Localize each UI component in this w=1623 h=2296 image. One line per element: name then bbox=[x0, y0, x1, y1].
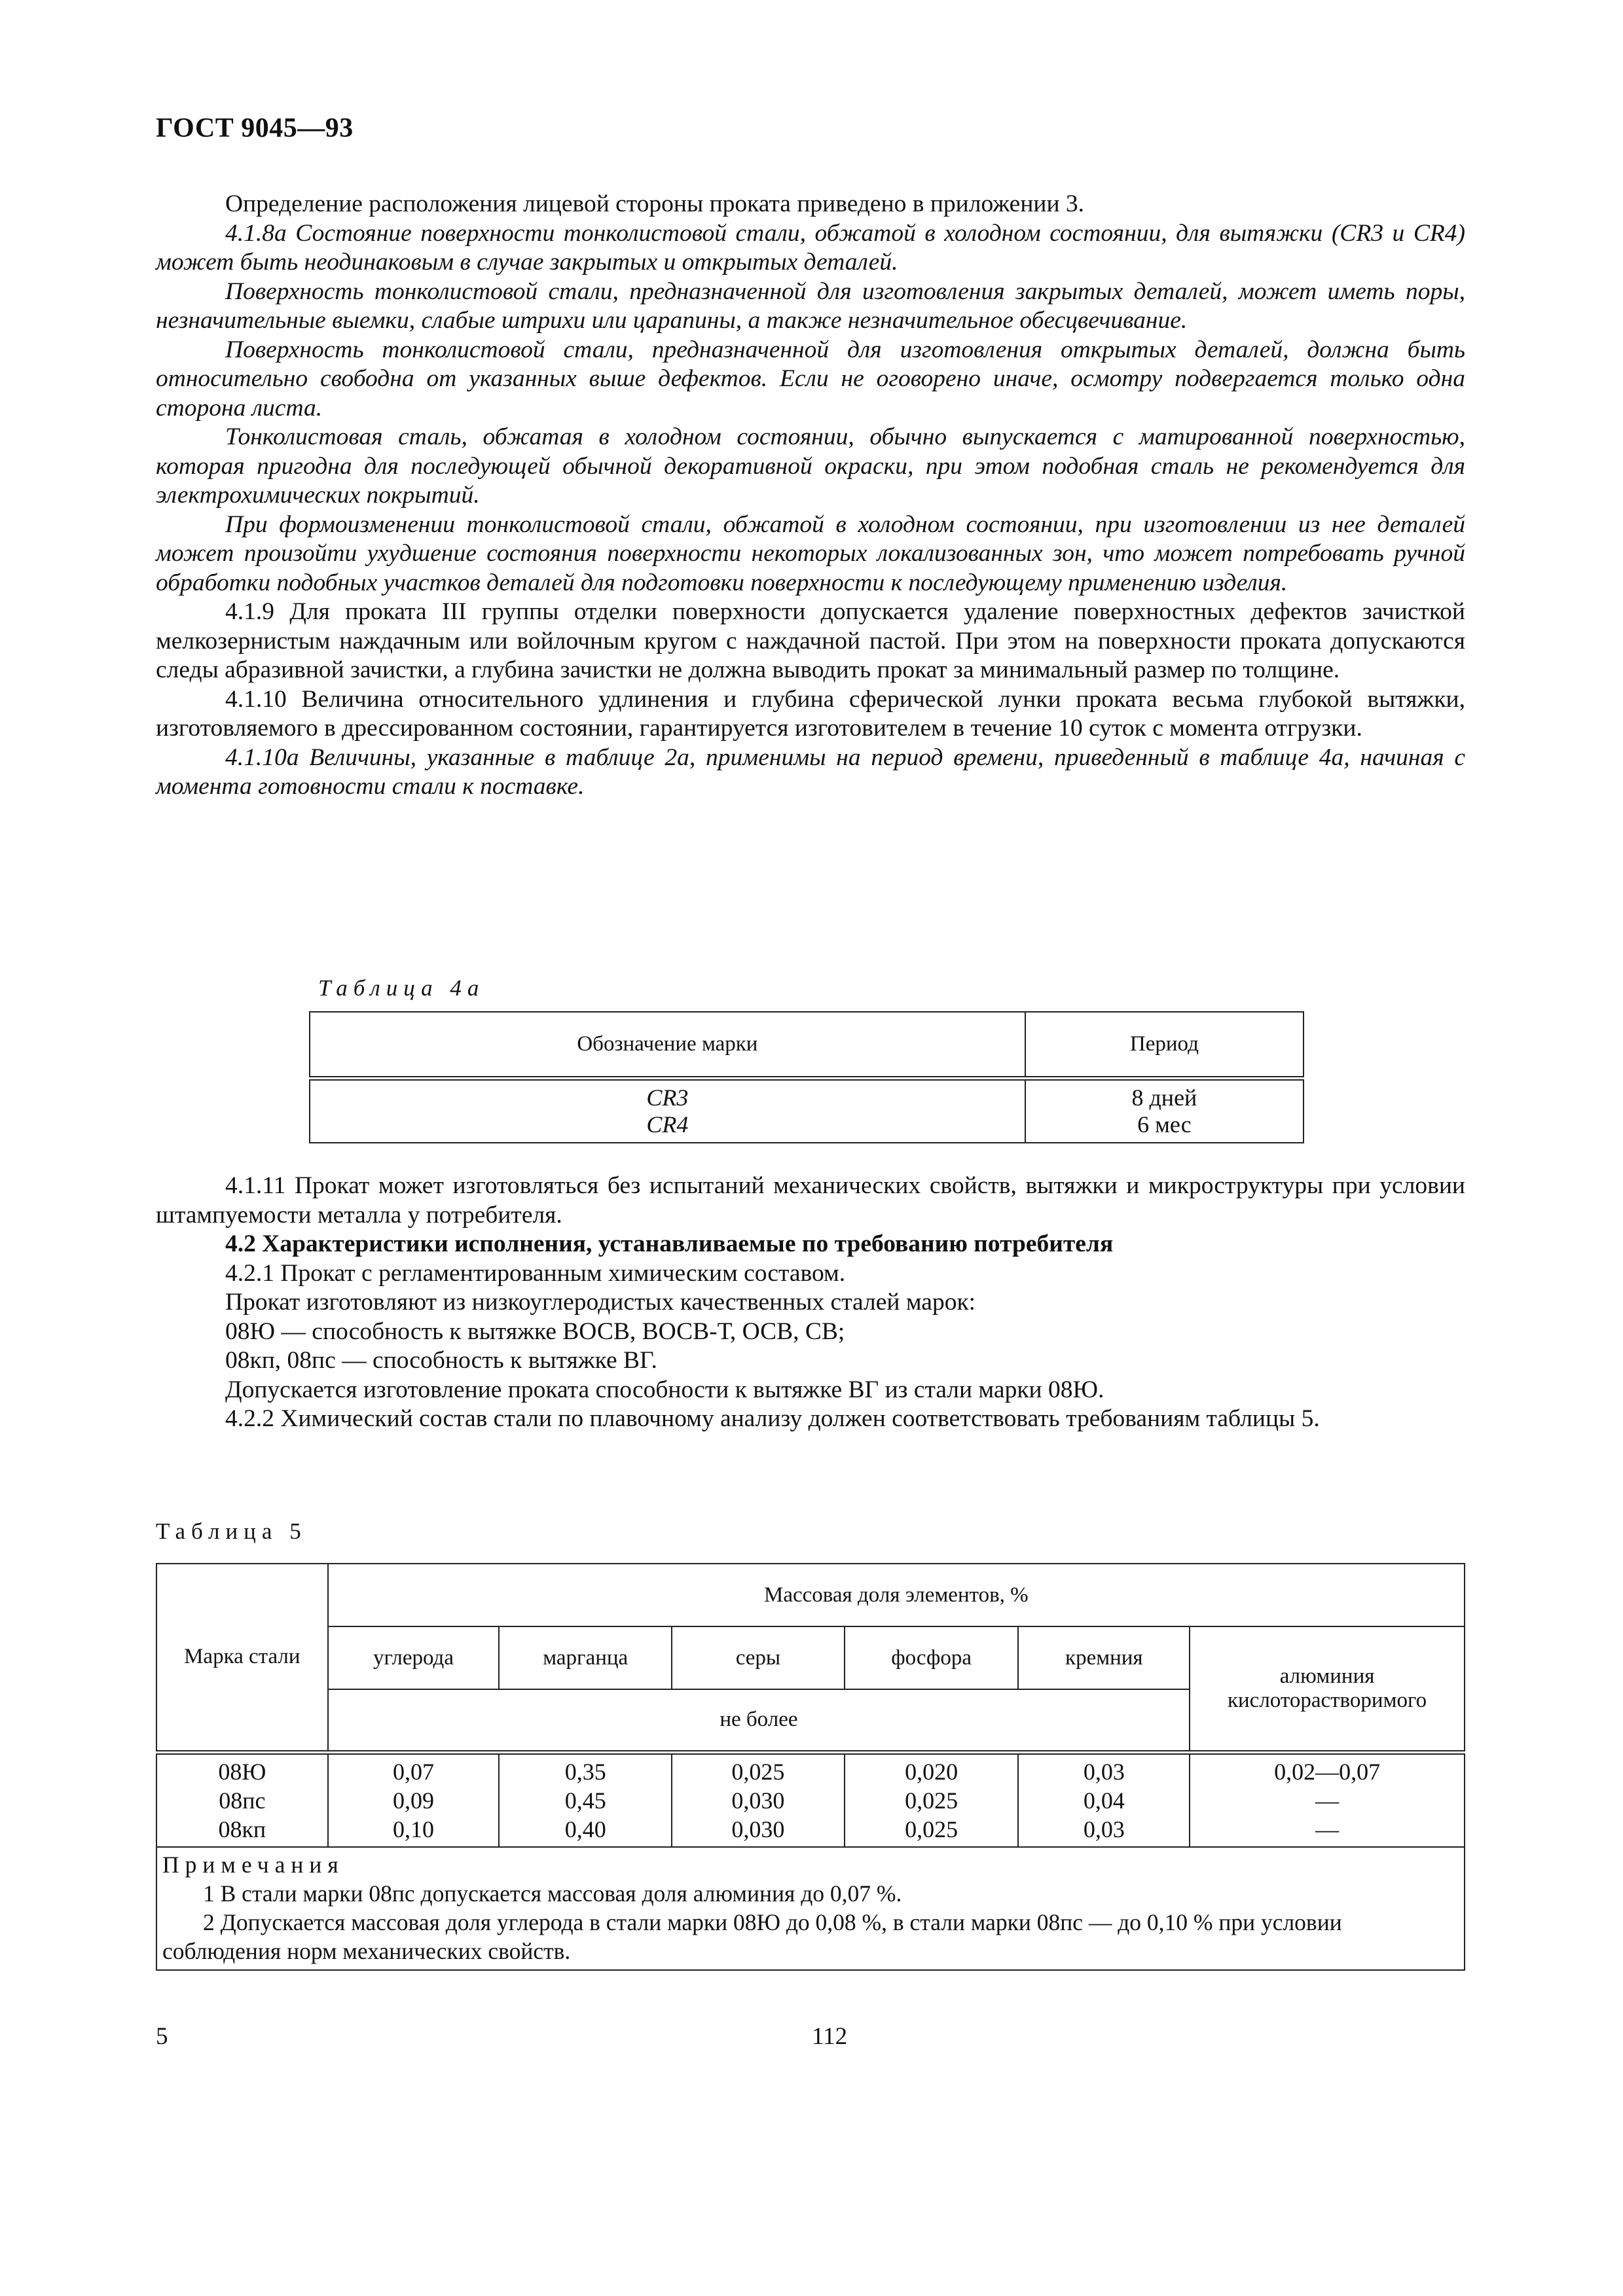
paragraph: 4.1.8а Состояние поверхности тонколистовой стали, обжатой в холодном состоянии, для вытяжки (CR3 и CR4) может быть неодинаковым в случае закрытых и открытых деталей. bbox=[156, 219, 1465, 276]
table-4a-header-mark: Обозначение марки bbox=[310, 1012, 1025, 1079]
table-5-notes bbox=[156, 1847, 1465, 1970]
paragraph: 4.2 Характеристики исполнения, устанавливаемые по требованию потребителя bbox=[225, 1230, 1114, 1257]
table-5-header-aluminium: алюминия кислоторастворимого bbox=[1190, 1626, 1465, 1752]
table-5-header-max: не более bbox=[328, 1689, 1190, 1752]
paragraph: Поверхность тонколистовой стали, предназначенной для изготовления открытых деталей, должна быть относительно свободна от указанных выше дефектов. Если не оговорено иначе, осмотру подвергается только одна сторона листа. bbox=[156, 336, 1465, 422]
table-5-header-sulfur: серы bbox=[672, 1626, 845, 1689]
table-5-sulfur: 0,025 0,030 0,030 bbox=[672, 1752, 845, 1847]
note-2: 2 Допускается массовая доля углерода в стали марки 08Ю до 0,08 %, в стали марки 08пс — до 0,10 % при условии соблюдения норм механических свойств. bbox=[162, 1909, 1342, 1964]
table-5-steels: 08Ю 08пс 08кп bbox=[156, 1752, 328, 1847]
table-5-header-manganese: марганца bbox=[499, 1626, 672, 1689]
table-5-phosphorus: 0,020 0,025 0,025 bbox=[845, 1752, 1019, 1847]
paragraph: При формоизменении тонколистовой стали, обжатой в холодном состоянии, при изготовлении из нее деталей может произойти ухудшение состояния поверхности некоторых локализованных зон, что может потребовать ручной обработки подобных участков деталей для подготовки поверхности к последующему применению изделия. bbox=[156, 511, 1465, 596]
table-4a-marks: CR3 CR4 bbox=[310, 1079, 1025, 1143]
paragraph: 4.2.1 Прокат с регламентированным химическим составом. bbox=[225, 1259, 846, 1287]
body-text-section-2 bbox=[156, 1172, 1465, 1434]
paragraph: Допускается изготовление проката способности к вытяжке ВГ из стали марки 08Ю. bbox=[225, 1376, 1104, 1403]
table-5-manganese: 0,35 0,45 0,40 bbox=[499, 1752, 672, 1847]
table-5-header-group: Массовая доля элементов, % bbox=[328, 1564, 1465, 1626]
table-5 bbox=[156, 1563, 1465, 1971]
paragraph: 4.1.9 Для проката III группы отделки поверхности допускается удаление поверхностных дефектов зачисткой мелкозернистым наждачным или войлочным кругом с наждачной пастой. При этом на поверхности проката допускаются следы абразивной зачистки, а глубина зачистки не должна выводить прокат за минимальный размер по толщине. bbox=[156, 598, 1465, 683]
table-5-aluminium: 0,02—0,07 — — bbox=[1190, 1752, 1465, 1847]
table-5-carbon: 0,07 0,09 0,10 bbox=[328, 1752, 500, 1847]
table-4a-periods: 8 дней 6 мес bbox=[1025, 1079, 1304, 1143]
table-4a bbox=[309, 1011, 1304, 1143]
note-1: 1 В стали марки 08пс допускается массовая доля алюминия до 0,07 %. bbox=[203, 1880, 902, 1907]
table-4a-caption: Таблица 4а bbox=[318, 975, 485, 1001]
table-5-header-carbon: углерода bbox=[328, 1626, 500, 1689]
table-5-caption: Таблица 5 bbox=[156, 1518, 307, 1544]
footer-left-number: 5 bbox=[156, 2023, 168, 2050]
paragraph: 4.1.10а Величины, указанные в таблице 2а, применимы на период времени, приведенный в таблице 4а, начиная с момента готовности стали к поставке. bbox=[156, 744, 1465, 800]
paragraph: 4.1.11 Прокат может изготовляться без испытаний механических свойств, вытяжки и микроструктуры при условии штампуемости металла у потребителя. bbox=[156, 1172, 1465, 1229]
table-5-header-phosphorus: фосфора bbox=[845, 1626, 1019, 1689]
paragraph: Определение расположения лицевой стороны проката приведено в приложении 3. bbox=[225, 190, 1085, 217]
table-5-header-steel: Марка стали bbox=[156, 1564, 328, 1752]
table-5-silicon: 0,03 0,04 0,03 bbox=[1018, 1752, 1190, 1847]
notes-title: Примечания bbox=[162, 1851, 344, 1878]
paragraph: Прокат изготовляют из низкоуглеродистых качественных сталей марок: bbox=[225, 1289, 976, 1316]
table-4a-header-period: Период bbox=[1025, 1012, 1304, 1079]
paragraph: Тонколистовая сталь, обжатая в холодном состоянии, обычно выпускается с матированной поверхностью, которая пригодна для последующей обычной декоративной окраски, при этом подобная сталь не рекомендуется для электрохимических покрытий. bbox=[156, 423, 1465, 509]
paragraph: 08Ю — способность к вытяжке ВОСВ, ВОСВ-Т, ОСВ, СВ; bbox=[225, 1318, 845, 1345]
body-text-section-1 bbox=[156, 190, 1465, 802]
paragraph: 4.2.2 Химический состав стали по плавочному анализу должен соответствовать требованиям таблицы 5. bbox=[225, 1405, 1320, 1432]
paragraph: Поверхность тонколистовой стали, предназначенной для изготовления закрытых деталей, может иметь поры, незначительные выемки, слабые штрихи или царапины, а также незначительное обесцвечивание. bbox=[156, 278, 1465, 334]
document-header: ГОСТ 9045—93 bbox=[156, 113, 354, 143]
table-5-header-silicon: кремния bbox=[1018, 1626, 1190, 1689]
page-number: 112 bbox=[812, 2023, 848, 2050]
paragraph: 4.1.10 Величина относительного удлинения и глубина сферической лунки проката весьма глубокой вытяжки, изготовляемого в дрессированном состоянии, гарантируется изготовителем в течение 10 суток с момента отгрузки. bbox=[156, 685, 1465, 742]
paragraph: 08кп, 08пс — способность к вытяжке ВГ. bbox=[225, 1347, 657, 1374]
